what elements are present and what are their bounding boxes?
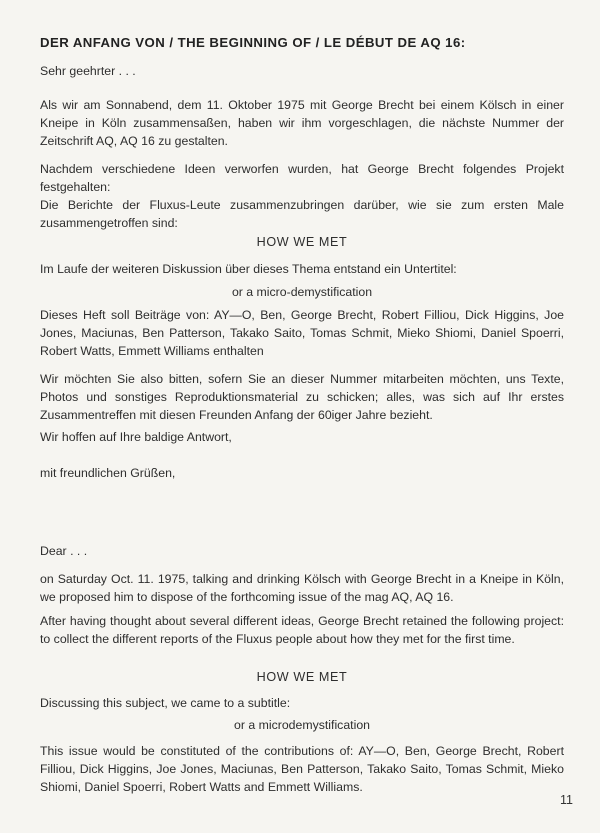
english-paragraph-3: Discussing this subject, we came to a subtitle: <box>40 696 291 710</box>
german-paragraph-6: Wir möchten Sie also bitten, sofern Sie an dieser Nummer mitarbeiten möchten, uns Texte, Photos und sonstiges Reproduktionsmaterial zu schicken; alles, was sich auf Ihr erstes Zusammentreffen mit diesen Freunden Anfang der 60iger Jahre bezieht. <box>40 372 564 422</box>
german-title: HOW WE MET <box>256 235 348 249</box>
german-salutation: Sehr geehrter . . . <box>40 64 136 78</box>
german-contributors: Dieses Heft soll Beiträge von: AY—O, Ben, George Brecht, Robert Filliou, Dick Higgins, Joe Jones, Maciunas, Ben Patterson, Takako Saito, Tomas Schmit, Mieko Shiomi, Daniel Spoerri, Robert Watts, Emmett Williams enthalten <box>40 308 564 358</box>
english-subtitle: or a microdemystification <box>234 718 370 732</box>
english-contributors: This issue would be constituted of the contributions of: AY—O, Ben, George Brecht, Robert Filliou, Dick Higgins, Joe Jones, Maciunas, Ben Patterson, Takako Saito, Tomas Schmit, Mieko Shiomi, Daniel Spoerri, Robert Watts and Emmett Williams. <box>40 744 564 794</box>
german-subtitle: or a micro-demystification <box>231 285 373 299</box>
german-paragraph-4: Im Laufe der weiteren Diskussion über dieses Thema entstand ein Untertitel: <box>40 262 457 276</box>
english-paragraph-2: After having thought about several different ideas, George Brecht retained the following project: to collect the different reports of the Fluxus people about how they met for the first time. <box>40 614 564 646</box>
english-salutation: Dear . . . <box>40 544 88 558</box>
page-heading: DER ANFANG VON / THE BEGINNING OF / LE DÉBUT DE AQ 16: <box>40 35 466 50</box>
english-title: HOW WE MET <box>256 670 348 684</box>
german-paragraph-1: Als wir am Sonnabend, dem 11. Oktober 1975 mit George Brecht bei einem Kölsch in einer Kneipe in Köln zusammensaßen, haben wir ihm vorgeschlagen, die nächste Nummer der Zeitschrift AQ, AQ 16 zu gestalten. <box>40 98 564 148</box>
german-paragraph-7: Wir hoffen auf Ihre baldige Antwort, <box>40 430 232 444</box>
page-number: 11 <box>560 793 573 807</box>
german-closing: mit freundlichen Grüßen, <box>40 466 176 480</box>
german-paragraph-3: Die Berichte der Fluxus-Leute zusammenzubringen darüber, wie sie zum ersten Male zusammengetroffen sind: <box>40 198 564 230</box>
english-paragraph-1: on Saturday Oct. 11. 1975, talking and drinking Kölsch with George Brecht in a Kneipe in Köln, we proposed him to dispose of the forthcoming issue of the mag AQ, AQ 16. <box>40 572 564 604</box>
german-paragraph-2: Nachdem verschiedene Ideen verworfen wurden, hat George Brecht folgendes Projekt festgehalten: <box>40 162 564 194</box>
